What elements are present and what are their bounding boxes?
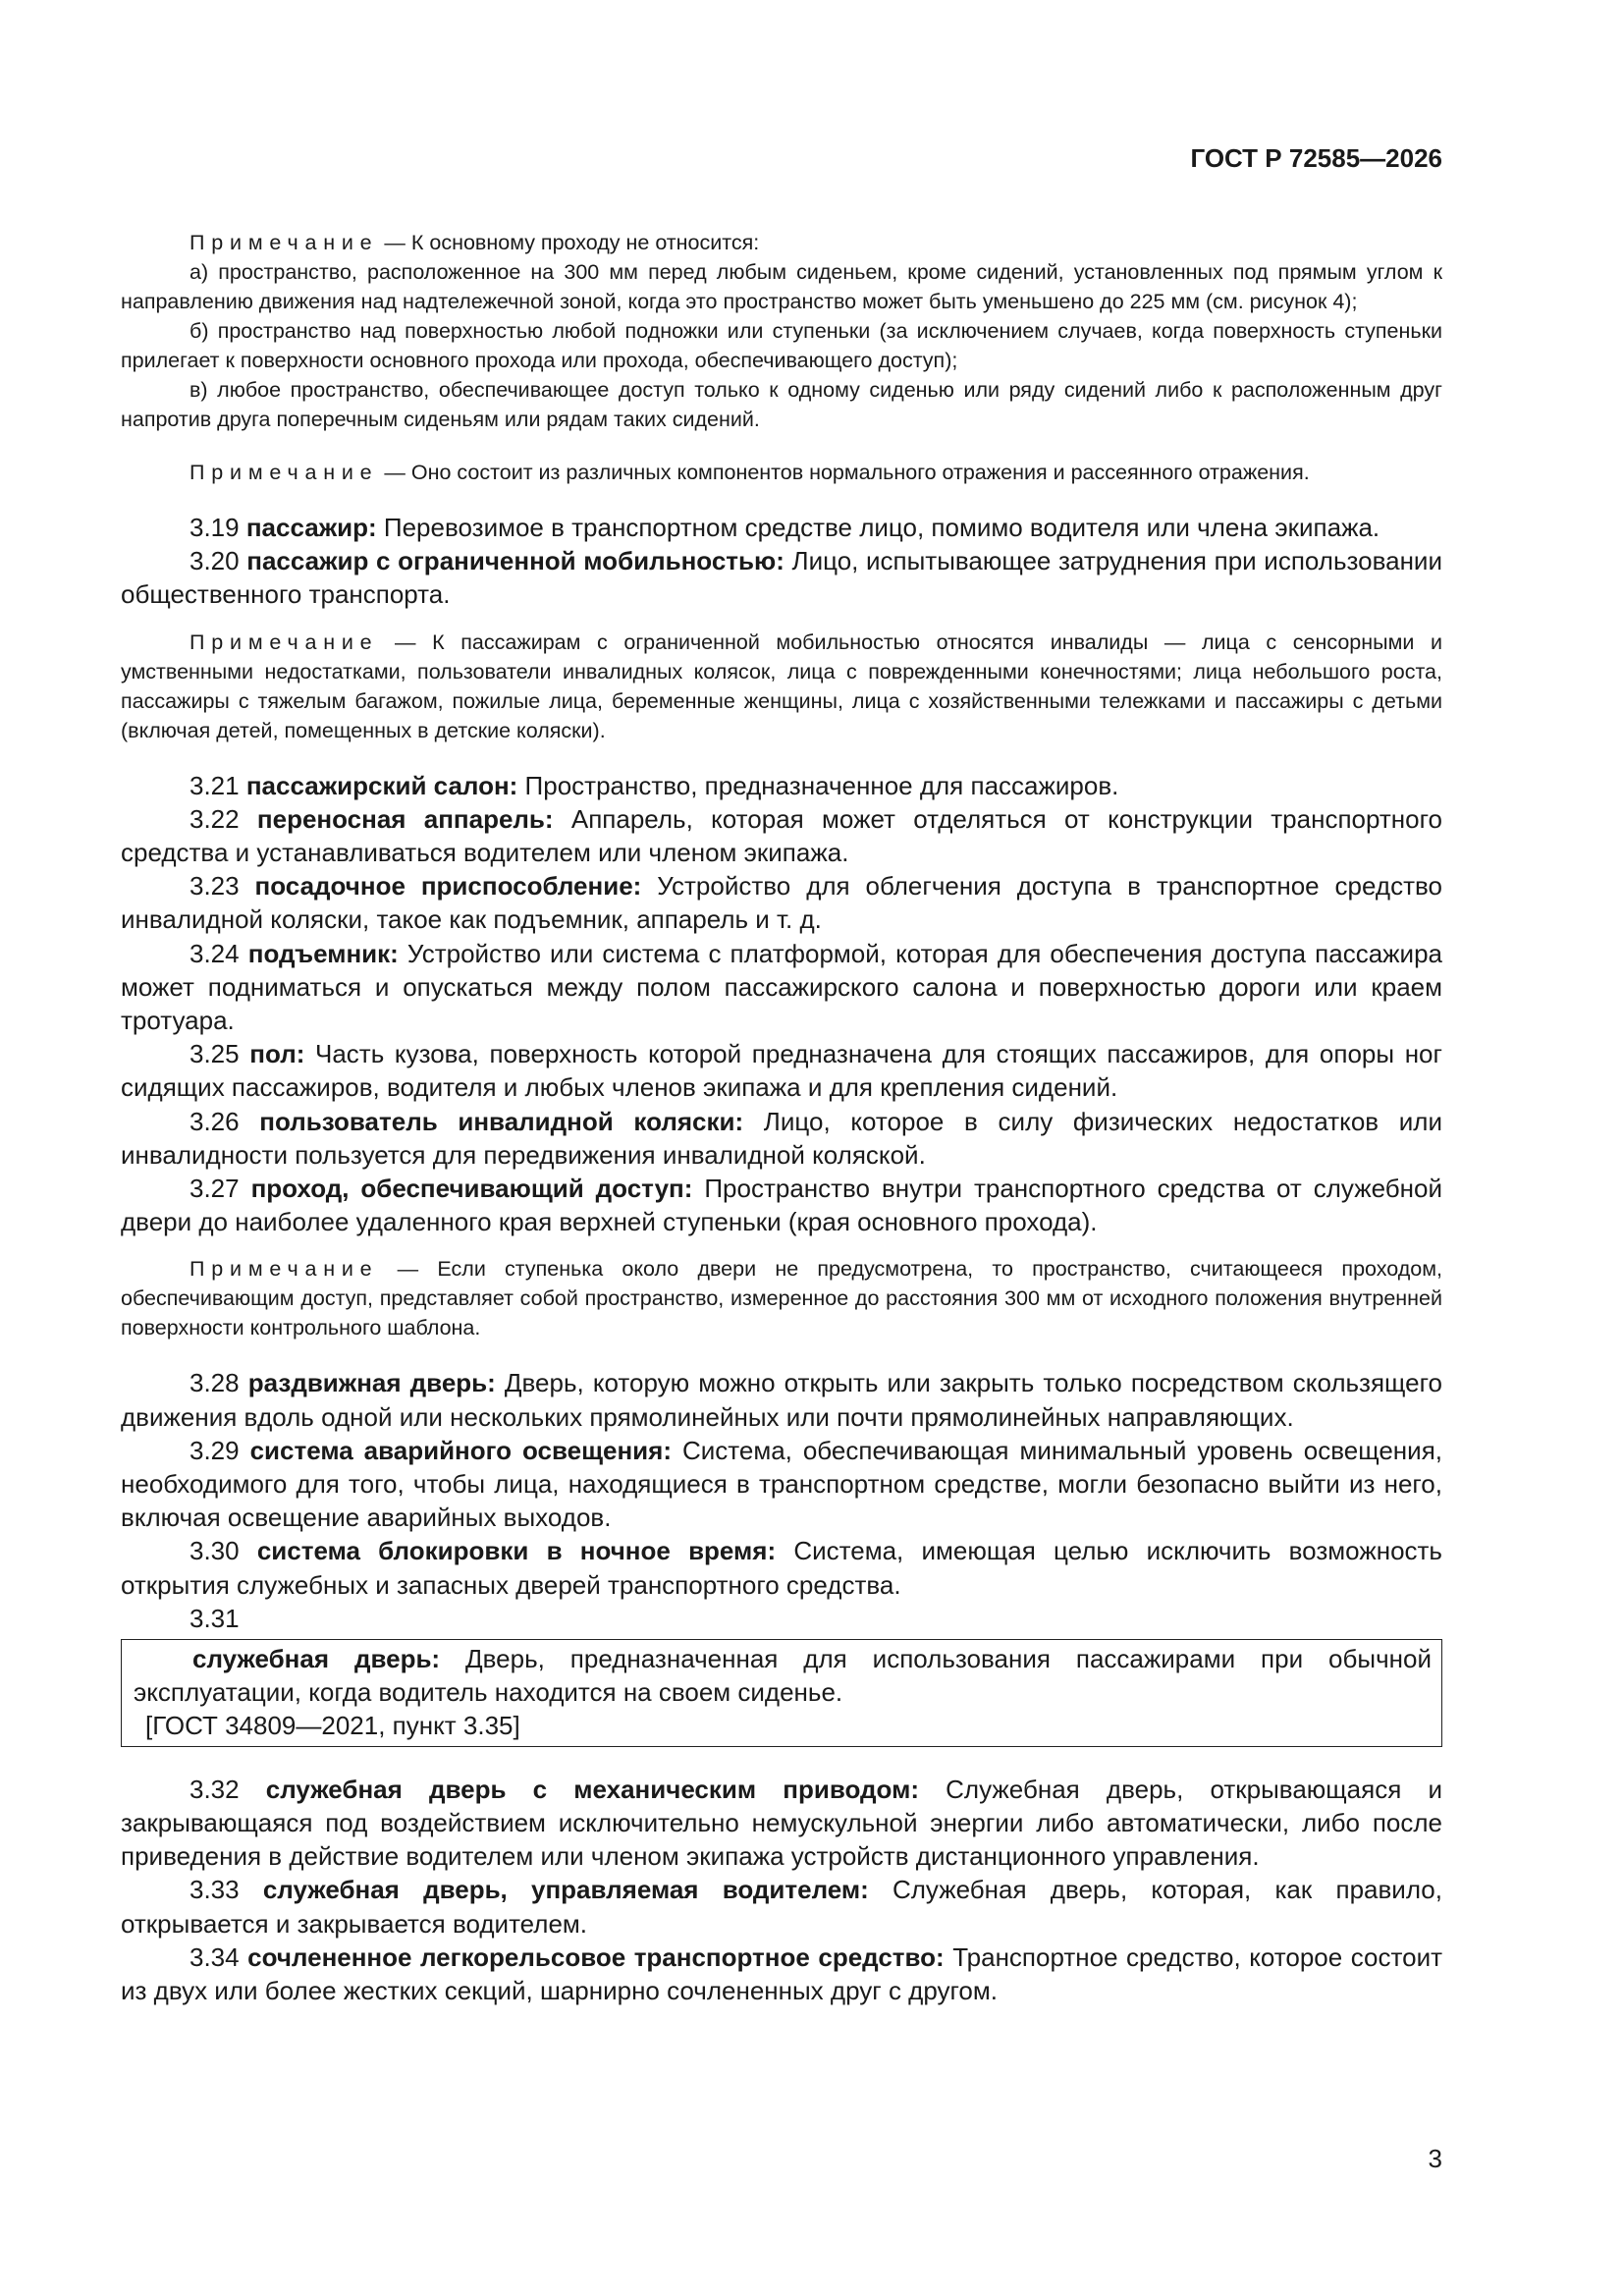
terms-group-d <box>121 1773 1442 2007</box>
term-3-24: 3.24 подъемник: Устройство или система с платформой, которая для обеспечения доступа пассажира может подниматься и опускаться между полом пассажирского салона и поверхностью дороги или краем тротуара. <box>121 938 1442 1036</box>
term-3-19: 3.19 пассажир: Перевозимое в транспортном средстве лицо, помимо водителя или члена экипажа. <box>189 513 1380 542</box>
term-3-21: 3.21 пассажирский салон: Пространство, предназначенное для пассажиров. <box>189 770 1119 800</box>
term-3-23: 3.23 посадочное приспособление: Устройство для облегчения доступа в транспортное средство инвалидной коляски, такое как подъемник, аппарель и т. д. <box>121 871 1442 935</box>
term-3-20: 3.20 пассажир с ограниченной мобильностью: Лицо, испытывающее затруднения при использовании общественного транспорта. <box>121 546 1442 610</box>
note-item-b: б) пространство над поверхностью любой подножки или ступеньки (за исключением случаев, когда поверхность ступеньки прилегает к поверхности основного прохода или прохода, обеспечивающего доступ); <box>121 319 1442 372</box>
term-3-34: 3.34 сочлененное легкорельсовое транспортное средство: Транспортное средство, которое состоит из двух или более жестких секций, шарнирно сочлененных друг с другом. <box>121 1941 1442 2006</box>
term-3-29: 3.29 система аварийного освещения: Система, обеспечивающая минимальный уровень освещения, необходимого для того, чтобы лица, находящиеся в транспортном средстве, могли безопасно выйти из него, включая освещение аварийных выходов. <box>121 1435 1442 1533</box>
term-3-22: 3.22 переносная аппарель: Аппарель, которая может отделяться от конструкции транспортного средства и устанавливаться водителем или членом экипажа. <box>121 803 1442 868</box>
note-label: Примечание <box>189 461 379 484</box>
terms-group-b <box>121 769 1442 1239</box>
term-3-31-number: 3.31 <box>189 1603 240 1633</box>
note-reflection: Примечание — Оно состоит из различных компонентов нормального отражения и рассеянного отражения. <box>189 461 1310 484</box>
page-number: 3 <box>1428 2144 1442 2173</box>
note-reduced-mobility: Примечание — К пассажирам с ограниченной мобильностью относятся инвалиды — лица с сенсорными и умственными недостатками, пользователи инвалидных колясок, лица с поврежденными конечностями; лица небольшого роста, пассажиры с тяжелым багажом, пожилые лица, беременные женщины, лица с хозяйственными тележками и пассажиры с детьми (включая детей, помещенных в детские коляски). <box>121 629 1442 742</box>
standard-header: ГОСТ Р 72585—2026 <box>1190 143 1442 173</box>
term-3-28: 3.28 раздвижная дверь: Дверь, которую можно открыть или закрыть только посредством скользящего движения вдоль одной или нескольких прямолинейных или почти прямолинейных направляющих. <box>121 1368 1442 1432</box>
note-label: Примечание <box>189 629 379 654</box>
term-3-27: 3.27 проход, обеспечивающий доступ: Пространство внутри транспортного средства от служебной двери до наиболее удаленного края верхней ступеньки (края основного прохода). <box>121 1174 1442 1237</box>
term-3-33: 3.33 служебная дверь, управляемая водителем: Служебная дверь, которая, как правило, открывается и закрывается водителем. <box>121 1875 1442 1939</box>
note-label: Примечание <box>189 1257 379 1282</box>
note-item-a: а) пространство, расположенное на 300 мм перед любым сиденьем, кроме сидений, установленных под прямым углом к направлению движения над надтележечной зоной, когда это пространство может быть уменьшено до 225 мм (см. рисунок 4); <box>121 260 1442 313</box>
content <box>121 228 1442 2007</box>
note-access-passage: Примечание — Если ступенька около двери не предусмотрена, то пространство, считающееся проходом, обеспечивающим доступ, представляет собой пространство, измеренное до расстояния 300 мм от исходного положения внутренней поверхности контрольного шаблона. <box>121 1257 1442 1340</box>
term-3-31: служебная дверь: Дверь, предназначенная для использования пассажирами при обычной эксплуатации, когда водитель находится на своем сиденье. <box>134 1643 1432 1707</box>
note-intro: Примечание — К основному проходу не относится: <box>189 231 760 254</box>
terms-group-c <box>121 1366 1442 1601</box>
note-item-c: в) любое пространство, обеспечивающее доступ только к одному сиденью или ряду сидений либо к расположенным друг напротив друга поперечным сиденьям или рядам таких сидений. <box>121 378 1442 431</box>
term-3-31-box <box>121 1639 1442 1747</box>
note-main-passage <box>121 228 1442 434</box>
terms-group-a <box>121 511 1442 612</box>
term-3-25: 3.25 пол: Часть кузова, поверхность которой предназначена для стоящих пассажиров, для опоры ног сидящих пассажиров, водителя и любых членов экипажа и для крепления сидений. <box>121 1039 1442 1103</box>
term-3-31-reference: [ГОСТ 34809—2021, пункт 3.35] <box>145 1710 520 1740</box>
term-3-32: 3.32 служебная дверь с механическим приводом: Служебная дверь, открывающаяся и закрывающаяся под воздействием исключительно немускульной энергии либо автоматически, либо после приведения в действие водителем или членом экипажа устройств дистанционного управления. <box>121 1774 1442 1872</box>
term-3-30: 3.30 система блокировки в ночное время: Система, имеющая целью исключить возможность открытия служебных и запасных дверей транспортного средства. <box>121 1536 1442 1600</box>
term-3-26: 3.26 пользователь инвалидной коляски: Лицо, которое в силу физических недостатков или инвалидности пользуется для передвижения инвалидной коляской. <box>121 1106 1442 1170</box>
note-label: Примечание <box>189 231 379 254</box>
